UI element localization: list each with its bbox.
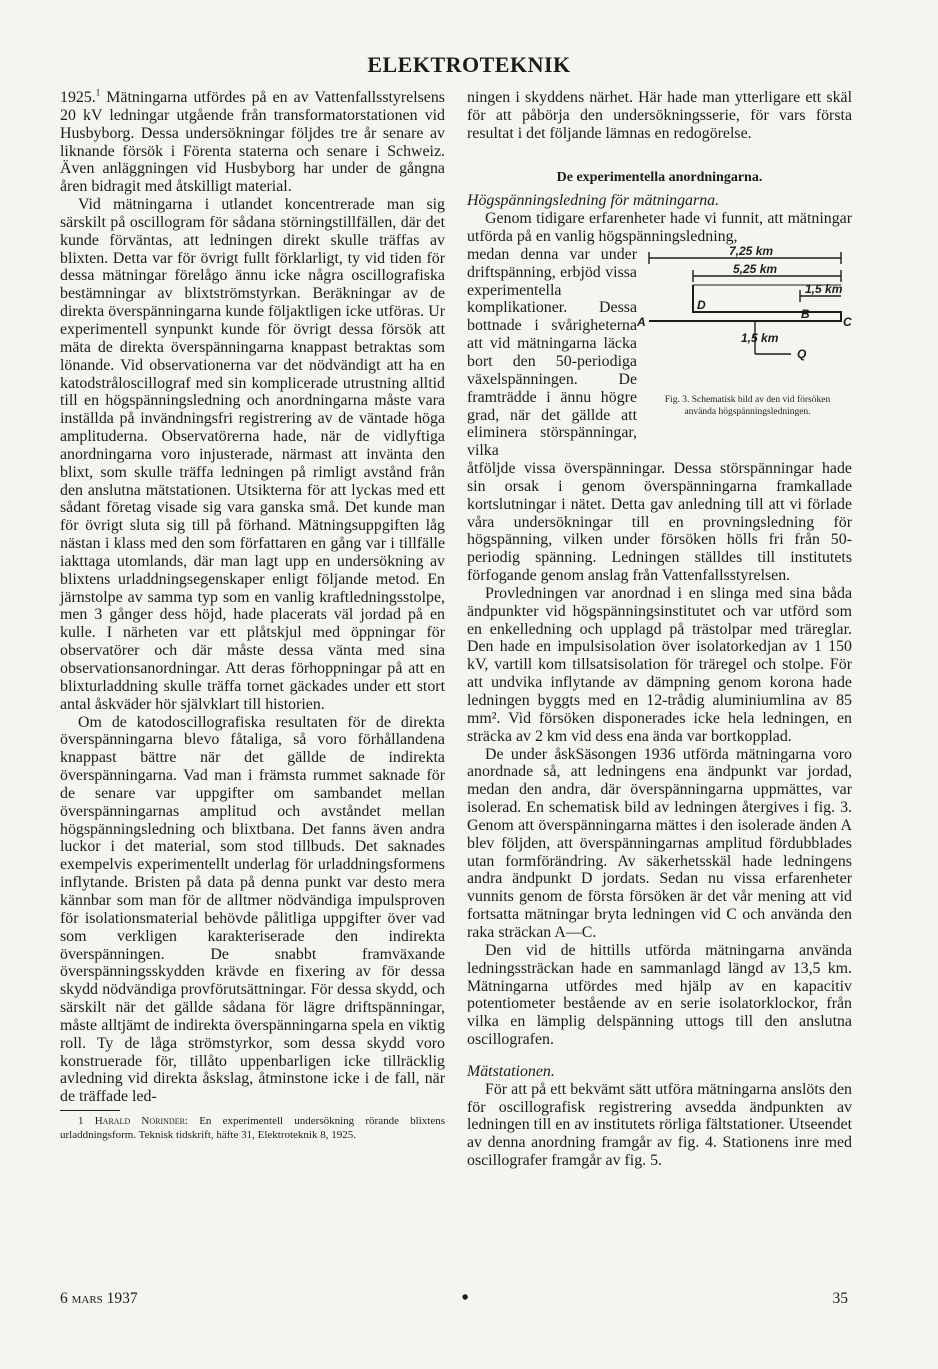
figure-3 bbox=[637, 243, 852, 418]
label-725: 7,25 km bbox=[729, 243, 774, 258]
label-D: D bbox=[697, 297, 706, 312]
paragraph: medan denna var under driftspänning, erbjöd vissa experimentella komplikationer. Dessa bottnade i svårigheterna att vid mätningarna läcka bort den 50-periodiga växelspänningen. De framträdde i ännu högre grad, när det gällde att eliminera störspänningar, vilka bbox=[467, 245, 637, 460]
section-heading: De experimentella anordningarna. bbox=[556, 169, 763, 185]
paragraph: Provledningen var anordnad i en slinga med sina båda ändpunkter vid högspänningsinstitutet och var utförd som en enkelledning och upplagd på trästolpar med träreglar. Den hade en impulsisolation över isolatorkedjan av 1 150 kV, vartill kom tillsatsisolation för träregel och stolpe. För att undvika inflytande av dämpning genom korona hade ledningen byggts med en 12-trådig aluminiumlina av 85 mm². Vid försöken disponerades icke hela ledningen, en sträcka av 2 km vid dess ena ända var bortkopplad. bbox=[467, 584, 852, 745]
footnote-rule bbox=[60, 1110, 120, 1111]
label-15-left: 1,5 km bbox=[741, 330, 779, 345]
right-column bbox=[467, 89, 852, 1170]
label-525: 5,25 km bbox=[733, 261, 778, 276]
paragraph: Om de katodoscillografiska resultaten för de direkta överspänningarna blevo fåtaliga, så voro förhållandena knappast bättre när det gällde de indirekta överspänningarna. Vad man i främsta rummet saknade för de senare var uppgifter om sambandet mellan överspänningarnas amplitud och avståndet mellan högspänningsledning och blixtbana. Det fanns även andra luckor i det material, som stod tillbuds. Det saknades exempelvis experimentellt underlag för urladdningsformens inflytande. Bristen på data på denna punkt var desto mera kännbar som man för de alltmer nödvändiga impulsproven för isolationsmaterial behövde pålitliga uppgifter över vad som verkligen karakteriserade den indirekta överspänningen. De snabbt framväxande överspänningsskydden krävde en fixering av för dessa skydd nödvändiga provförutsättningar. För dessa skydd, och särskilt när det gällde sådana för lägre driftspänningar, måste alltjämt de indirekta överspänningarna spela en viktig roll. Ty de låga strömstyrkor, som dessa skydd voro konstruerade för, tillåto uppenbarligen icke tillräcklig avledning vid direkta åskslag, åtminstone icke i de fall, när de träffade led- bbox=[60, 713, 445, 1106]
footnote-number: 1 bbox=[78, 1115, 84, 1128]
paragraph: För att på ett bekvämt sätt utföra mätningarna anslöts den för oscillografisk registrering avsedda ändpunkten av ledningen till en av institutets rörliga fältstationer. Utseendet av denna anordning framgår av fig. 4. Stationens inre med oscillografer framgår av fig. 5. bbox=[467, 1080, 852, 1170]
footnote-ref: 1 bbox=[95, 87, 101, 98]
paragraph: Genom tidigare erfarenheter hade vi funnit, att mätningar utförda på en vanlig högspänningsledning, bbox=[467, 210, 852, 246]
paragraph bbox=[60, 89, 445, 196]
left-column bbox=[60, 89, 445, 1142]
year: 1925. bbox=[60, 89, 96, 106]
paragraph-text: Mätningarna utfördes på en av Vattenfallsstyrelsens 20 kV ledningar utgående från transformatorstationen vid Husbyborg. Dessa undersökningar följdes tre år senare av liknande försök i Förenta staterna och senare i Schweiz. Även anläggningen vid Husbyborg har under de gångna åren bidragit med åtskilligt material. bbox=[60, 89, 445, 196]
footnote bbox=[60, 1115, 445, 1142]
label-A: A bbox=[637, 314, 646, 329]
label-C: C bbox=[843, 314, 852, 329]
subheading: Högspänningsledning för mätningarna. bbox=[467, 192, 720, 210]
paragraph: De under åskSäsongen 1936 utförda mätningarna voro anordnade så, att ledningens ena ändpunkt var jordad, medan den andra, där överspänningarna uppmättes, var isolerad. En schematisk bild av ledningen återgives i fig. 3. Genom att överspänningarna mättes i den isolerade änden A blev följden, att överspänningarnas amplitud fördubblades utan formförändring. Av säkerhetsskäl hade ledningens andra ändpunkt D jordats. Sedan nu vissa erfarenheter vunnits genom de första försöken är det vår mening att vid fortsatta mätningar bryta ledningen vid C och använda den raka sträckan A—C. bbox=[467, 745, 852, 941]
page-number: 35 bbox=[832, 1289, 848, 1307]
page-footer bbox=[60, 1287, 848, 1310]
subheading: Mätstationen. bbox=[467, 1062, 555, 1080]
footnote-text: En experimentell undersökning rörande blixtens urladdningsform. Teknisk tidskrift, häfte 31, Elektroteknik 8, 1925. bbox=[60, 1115, 446, 1141]
paragraph: Den vid de hittills utförda mätningarna använda ledningssträckan hade en sammanlagd längd av 13,5 km. Mätningarna utfördes med hjälp av en kapacitiv potentiometer bestående av en serie isolatorklockor, från vilka en lämplig delspänning uttogs till den anslutna oscillografen. bbox=[467, 941, 852, 1049]
bullet-mark: • bbox=[461, 1287, 469, 1309]
figure-caption: Fig. 3. Schematisk bild av den vid försöken använda högspänningsledningen. bbox=[664, 394, 831, 417]
footnote-author: Harald Norinder: bbox=[94, 1115, 188, 1128]
label-B: B bbox=[801, 306, 810, 321]
paragraph: Vid mätningarna i utlandet koncentrerade man sig särskilt på oscillogram för sådana störningstillfällen, där det kunde förväntas, att ledningen direkt skulle träffas av blixten. Detta var för övrigt fullt förklarligt, ty vid tiden för dessa mätningar förelågo ännu icke några oscillografiska bestämningar av blixtströmstyrkan. Beräkningar av de direkta överspänningarna kunde följaktligen icke utföras. Ur experimentell synpunkt kunde för övrigt dessa försök att mäta de direkta överspänningarna knappast betraktas som lönande. Vid observationerna var det nödvändigt att ha en katodstråloscillograf med sin komplicerade utrustning alltid till en högspänningsledning och anordningarna måste vara inställda på invändningsfri registrering av de väntade höga amplituderna. Observatörerna hade, när de vidlyftiga anordningarna voro injusterade, närmast att invänta den blixt, som skulle träffa ledningen på rimligt avstånd från den anslutna mätstationen. Utsikterna för att lyckas med ett sådant företag visade sig vara ganska små. Det kunde man för övrigt sluta sig till på förhand. Mätningsuppgiften låg nästan i klass med den som författaren en gång var i tillfälle iakttaga utomlands, där man lagt upp en undersökning av blixtens urladdningsegenskaper enligt följande metod. En järnstolpe av samma typ som en vanlig kraftledningsstolpe, men 3 gånger dess höjd, hade placerats väl jordad på en kulle. I närheten var ett plåtskjul med öppningar för observatörer och där måste dessa vänta med sina observationsanordningar. Att deras förhoppningar på att en blixturladdning skulle träffa tornet gäckades under ett stort antal åskväder hör självklart till historien. bbox=[60, 196, 445, 713]
paragraph: åtföljde vissa överspänningar. Dessa störspänningar hade sin orsak i genom överspänningarna framkallade kortslutningar i nätet. Detta gav anledning till att vi förlade våra undersökningar till en provningsledning för högspänning, vilken under försöken hölls fri från 50-periodig spänning. Ledningen ställdes till institutets förfogande genom anslag från Vattenfallsstyrelsen. bbox=[467, 460, 852, 585]
page-header: ELEKTROTEKNIK bbox=[367, 52, 571, 77]
wrapped-text bbox=[467, 246, 637, 460]
label-15-top: 1,5 km bbox=[805, 281, 843, 296]
paragraph: ningen i skyddens närhet. Här hade man ytterligare ett skäl för att påbörja den undersökningsserie, för vars första resultat i det följande lämnas en redogörelse. bbox=[467, 89, 852, 142]
label-Q: Q bbox=[797, 346, 807, 361]
issue-date: 6 mars 1937 bbox=[60, 1289, 138, 1307]
line-diagram bbox=[637, 243, 852, 386]
figure-block bbox=[467, 243, 852, 460]
